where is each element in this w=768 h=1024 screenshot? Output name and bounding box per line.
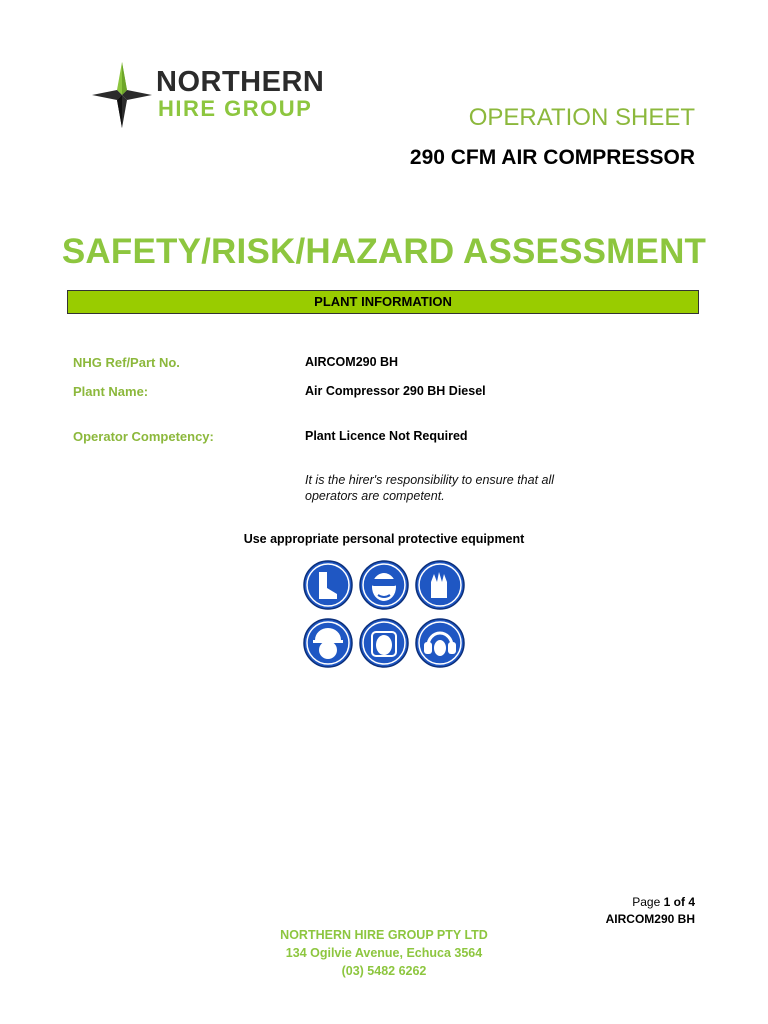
logo-name-line1: NORTHERN (156, 66, 325, 98)
field-label-competency: Operator Competency: (73, 429, 214, 444)
page-number: Page 1 of 4 (632, 895, 695, 909)
footer-phone: (03) 5482 6262 (341, 964, 427, 978)
section-bar-plant-information: PLANT INFORMATION (67, 290, 699, 314)
safety-glasses-icon (357, 560, 411, 610)
logo-name-line2: HIRE GROUP (158, 96, 313, 121)
field-value-ref: AIRCOM290 BH (305, 355, 399, 369)
field-label-plant-name: Plant Name: (73, 384, 149, 399)
ppe-heading: Use appropriate personal protective equipment (243, 532, 525, 546)
page-reference: AIRCOM290 BH (605, 912, 695, 926)
face-shield-icon (357, 618, 411, 668)
ear-protection-icon (413, 618, 467, 668)
document-type: OPERATION SHEET (468, 104, 695, 131)
footer-address: 134 Ogilvie Avenue, Echuca 3564 (285, 946, 483, 960)
field-label-ref: NHG Ref/Part No. (73, 355, 180, 370)
gloves-icon (413, 560, 467, 610)
company-logo (90, 60, 350, 130)
competency-note: It is the hirer's responsibility to ensure that all operators are competent. (305, 473, 555, 503)
safety-boots-icon (301, 560, 355, 610)
page-title: SAFETY/RISK/HAZARD ASSESSMENT (61, 232, 707, 271)
hard-hat-icon (301, 618, 355, 668)
compass-star-icon (90, 60, 154, 130)
field-value-competency: Plant Licence Not Required (305, 429, 468, 443)
footer-company: NORTHERN HIRE GROUP PTY LTD (280, 928, 488, 942)
product-title: 290 CFM AIR COMPRESSOR (409, 146, 695, 169)
field-value-plant-name: Air Compressor 290 BH Diesel (305, 384, 486, 398)
